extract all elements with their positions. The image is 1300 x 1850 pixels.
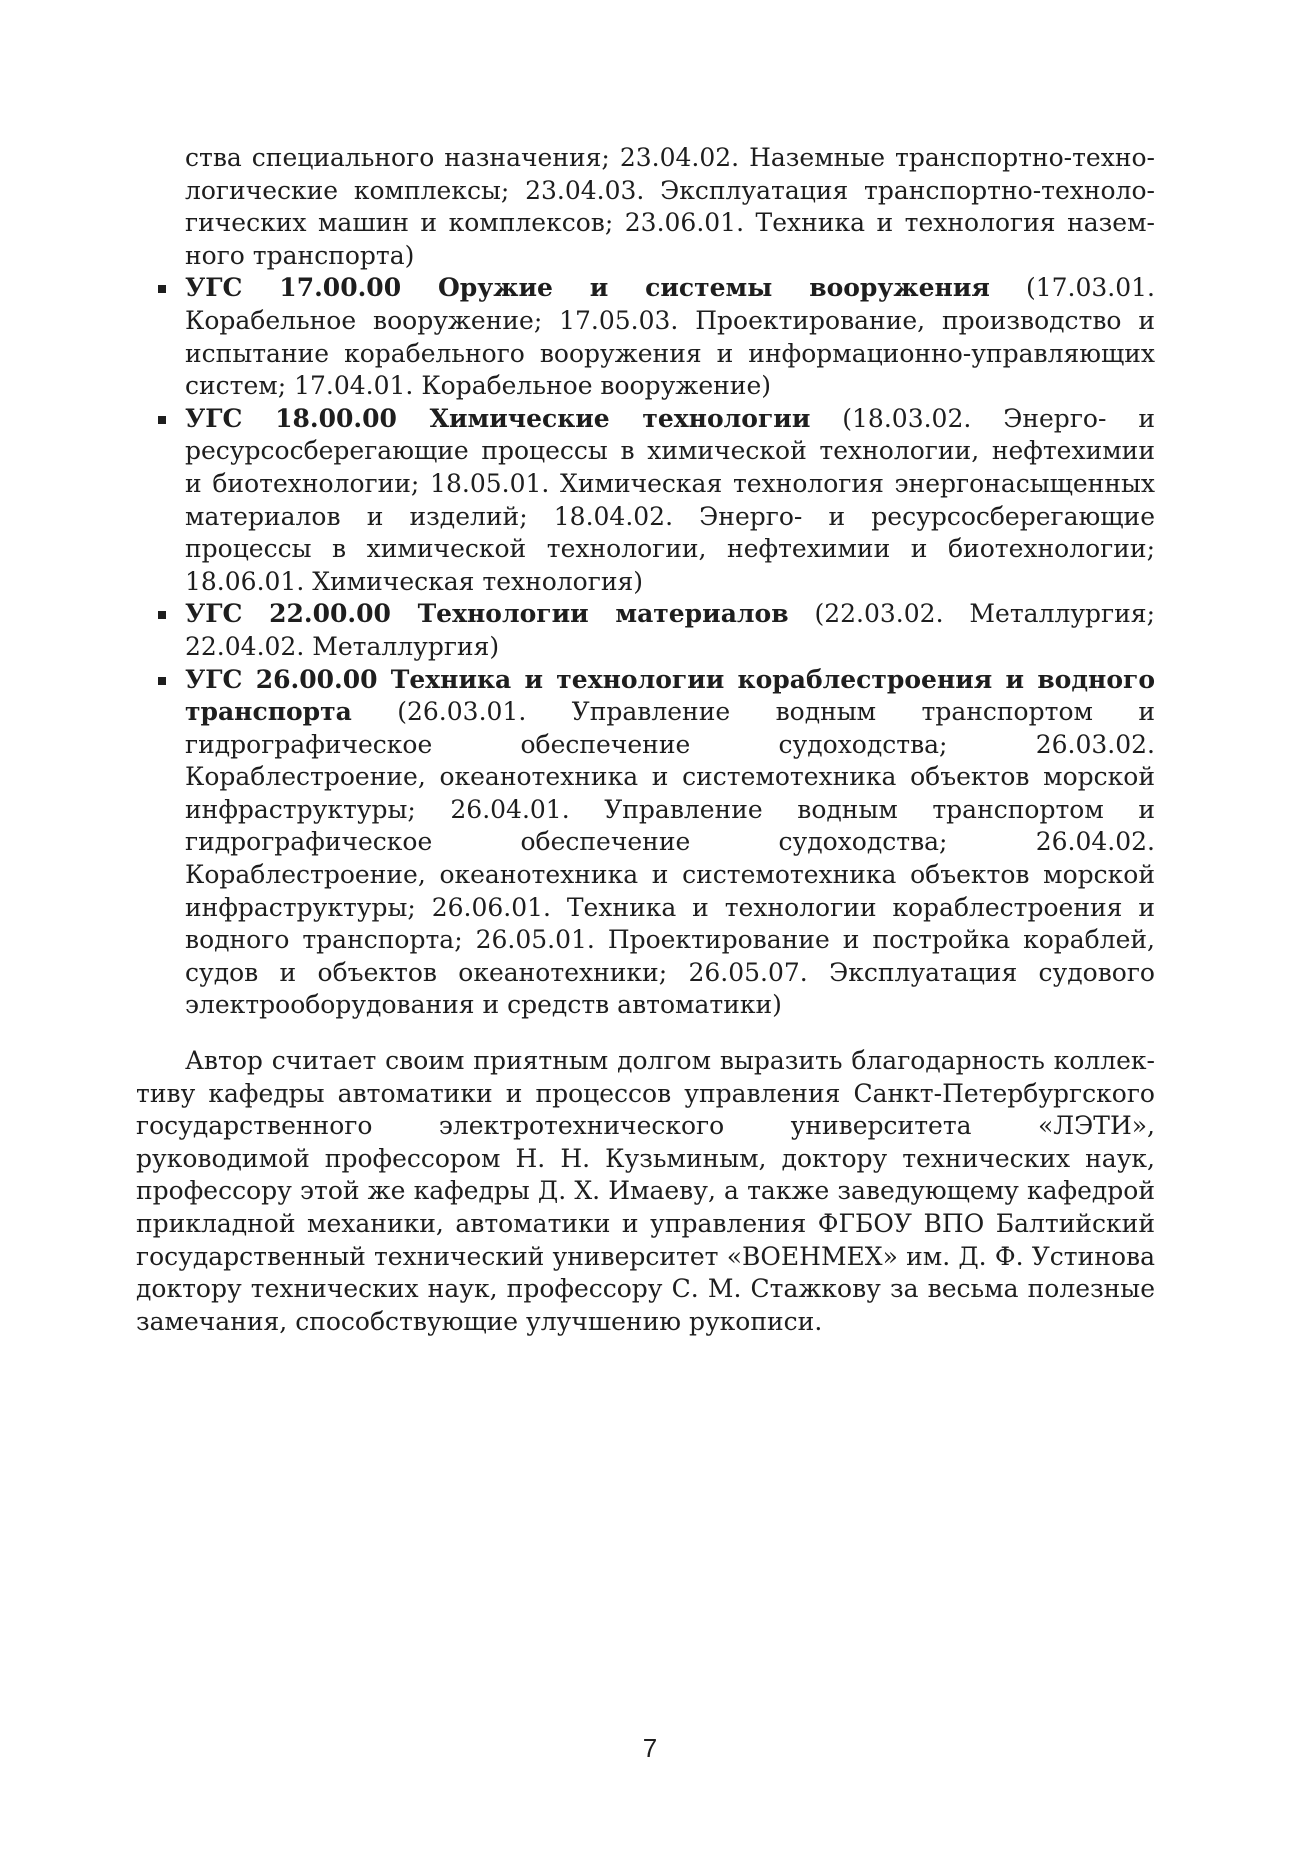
continuation-paragraph: ства специального назначения; 23.04.02. Наземные транспортно-технологические комплексы; 23.04.03. Эксплуатация транспортно-технологических машин и комплексов; 23.06.01. Техника и технология наземного транспорта) bbox=[185, 143, 1155, 270]
ugs-details: (18.03.02. Энерго- и ресурсосберегающие процессы в химической технологии, нефтехимии и биотехнологии; 18.05.01. Химическая технология энергонасыщенных материалов и изделий; 18.04.02. Энерго- и ресурсосберегающие процессы в химической технологии, нефтехимии и биотехнологии; 18.06.01. Химическая технология) bbox=[185, 403, 1155, 596]
square-bullet-icon bbox=[158, 677, 166, 685]
ugs-title: УГС 22.00.00 Технологии материалов bbox=[185, 599, 789, 629]
acknowledgement-paragraph: Автор считает своим приятным долгом выразить благодарность коллективу кафедры автоматики и процессов управления Санкт-Петербургского государственного электротехнического университета «ЛЭТИ», руководимой профессором Н. Н. Кузьминым, доктору технических наук, профессору этой же кафедры Д. Х. Имаеву, а также заведующему кафедрой прикладной механики, автоматики и управления ФГБОУ ВПО Балтийский государственный технический университет «ВОЕНМЕХ» им. Д. Ф. Устинова доктору технических наук, профессору С. М. Стажкову за весьма полезные замечания, способствующие улучшению рукописи. bbox=[136, 1046, 1155, 1336]
ugs-details: (26.03.01. Управление водным транспортом и гидрографическое обеспечение судоходства; 26.03.02. Кораблестроение, океанотехника и системотехника объектов морской инфраструктуры; 26.04.01. Управление водным транспортом и гидрографическое обеспечение судоходства; 26.04.02. Кораблестроение, океанотехника и системотехника объектов морской инфраструктуры; 26.06.01. Техника и технологии кораблестроения и водного транспорта; 26.05.01. Проектирование и постройка кораблей, судов и объектов океанотехники; 26.05.07. Эксплуатация судового электрооборудования и средств автоматики) bbox=[185, 697, 1155, 1020]
square-bullet-icon bbox=[158, 416, 166, 424]
list-item bbox=[185, 272, 1155, 402]
square-bullet-icon bbox=[158, 611, 166, 619]
ugs-title: УГС 26.00.00 Техника и технологии кораблестроения и водного транспорта bbox=[185, 664, 1155, 727]
list-item bbox=[185, 598, 1155, 663]
list-item bbox=[185, 403, 1155, 599]
ugs-title: УГС 18.00.00 Химические технологии bbox=[185, 403, 811, 433]
page-number: 7 bbox=[642, 1733, 658, 1763]
ugs-section bbox=[185, 142, 1155, 1022]
ugs-details: (22.03.02. Металлургия; 22.04.02. Металлургия) bbox=[185, 599, 1155, 661]
square-bullet-icon bbox=[158, 285, 166, 293]
ugs-title: УГС 17.00.00 Оружие и системы вооружения bbox=[185, 273, 990, 303]
ugs-details: (17.03.01. Корабельное вооружение; 17.05.03. Проектирование, производство и испытание корабельного вооружения и информационно-управляющих систем; 17.04.01. Корабельное вооружение) bbox=[185, 273, 1155, 401]
ugs-list bbox=[185, 272, 1155, 1022]
list-item bbox=[185, 664, 1155, 1023]
